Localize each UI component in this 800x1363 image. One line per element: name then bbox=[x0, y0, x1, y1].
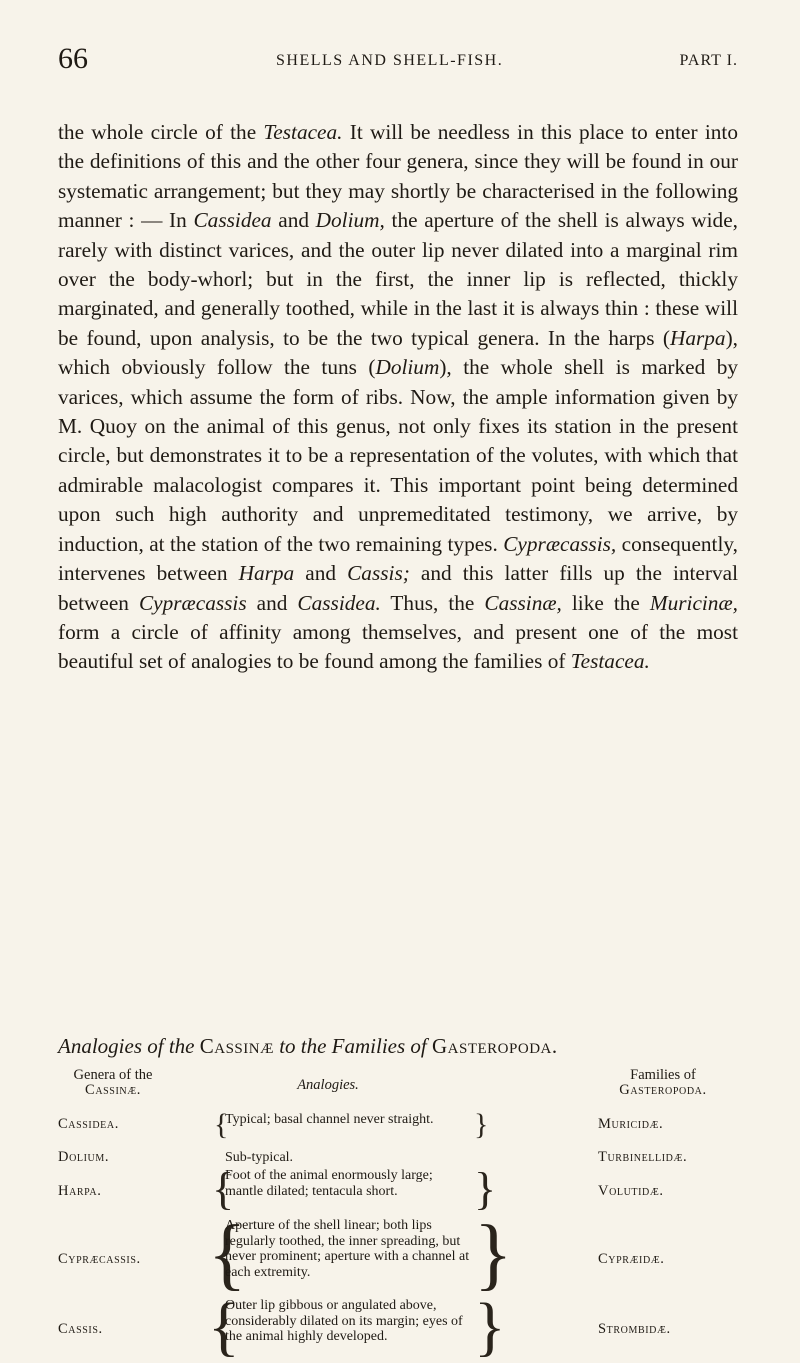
column-header-genera-line1: Genera of the bbox=[73, 1067, 153, 1083]
family-name: Muricidæ. bbox=[598, 1116, 664, 1132]
table-title bbox=[58, 1034, 738, 1059]
table-title-cassinae: Cassinæ bbox=[199, 1034, 274, 1058]
right-brace: } bbox=[474, 1163, 497, 1214]
left-brace: { bbox=[212, 1163, 235, 1214]
column-header-families-line1: Families of bbox=[630, 1067, 696, 1083]
paragraph-text: the whole circle of the Testacea. It will be needless in this place to enter into the definitions of this and the other four genera, since they will be found in our systematic arrangement; but they may shortly be characterised in the following manner : — In Cassidea and Dolium, the aperture of the shell is always wide, rarely with distinct varices, and the outer lip never dilated into a marginal rim over the body-whorl; but in the first, the inner lip is reflected, thickly marginated, and generally toothed, while in the last it is always thin : these will be found, upon analysis, to be the two typical genera. In the harps (Harpa), which obviously follow the tuns (Dolium), the whole shell is marked by varices, which assume the form of ribs. Now, the ample information given by M. Quoy on the animal of this genus, not only fixes its station in the present circle, but demonstrates it to be a representation of the volutes, with which that admirable malacologist compares it. This important point being determined upon such high authority and unpremeditated testimony, we arrive, by induction, at the station of the two remaining types. Cypræcassis, consequently, intervenes between Harpa and Cassis; and this latter fills up the interval between Cypræcassis and Cassidea. Thus, the Cassinæ, like the Muricinæ, form a circle of affinity among themselves, and present one of the most beautiful set of analogies to be found among the families of Testacea. bbox=[58, 120, 738, 674]
column-header-genera bbox=[58, 1068, 168, 1098]
right-brace: } bbox=[474, 1210, 513, 1298]
part-label: PART I. bbox=[679, 52, 738, 69]
column-header-families bbox=[588, 1068, 738, 1098]
genus-name: Cassis. bbox=[58, 1321, 103, 1337]
analogy-description: Sub-typical. bbox=[225, 1150, 294, 1165]
genus-name: Harpa. bbox=[58, 1183, 102, 1199]
analogy-description: Outer lip gibbous or angulated above, considerably dilated on its margin; eyes of the animal highly developed. bbox=[225, 1298, 463, 1344]
genus-name: Cassidea. bbox=[58, 1116, 119, 1132]
family-name: Cypræidæ. bbox=[598, 1251, 665, 1267]
family-name: Volutidæ. bbox=[598, 1183, 664, 1199]
family-name: Strombidæ. bbox=[598, 1321, 671, 1337]
right-brace: } bbox=[474, 1108, 489, 1141]
genus-name: Cypræcassis. bbox=[58, 1251, 141, 1267]
column-header-analogies: Analogies. bbox=[297, 1077, 359, 1093]
table-title-mid: to the Families of bbox=[273, 1034, 433, 1058]
running-title: SHELLS AND SHELL-FISH. bbox=[276, 52, 504, 69]
genus-name: Dolium. bbox=[58, 1149, 110, 1165]
table-title-pre: Analogies of the bbox=[58, 1034, 200, 1058]
analogy-description: Aperture of the shell linear; both lips regularly toothed, the inner spreading, but never prominent; aperture with a channel at each extremity. bbox=[225, 1218, 470, 1280]
left-brace: { bbox=[208, 1290, 240, 1363]
body-paragraph bbox=[58, 118, 738, 677]
analogy-description: Foot of the animal enormously large; mantle dilated; tentacula short. bbox=[225, 1168, 433, 1199]
right-brace: } bbox=[474, 1290, 506, 1363]
page-number: 66 bbox=[58, 42, 88, 75]
column-header-genera-line2: Cassinæ. bbox=[85, 1082, 141, 1098]
left-brace: { bbox=[214, 1108, 229, 1141]
page-header bbox=[58, 42, 738, 92]
left-brace: { bbox=[208, 1210, 247, 1298]
analogy-description: Typical; basal channel never straight. bbox=[225, 1112, 434, 1127]
table-title-gasteropoda: Gasteropoda. bbox=[432, 1034, 558, 1058]
family-name: Turbinellidæ. bbox=[598, 1149, 688, 1165]
column-header-families-line2: Gasteropoda. bbox=[619, 1082, 707, 1098]
